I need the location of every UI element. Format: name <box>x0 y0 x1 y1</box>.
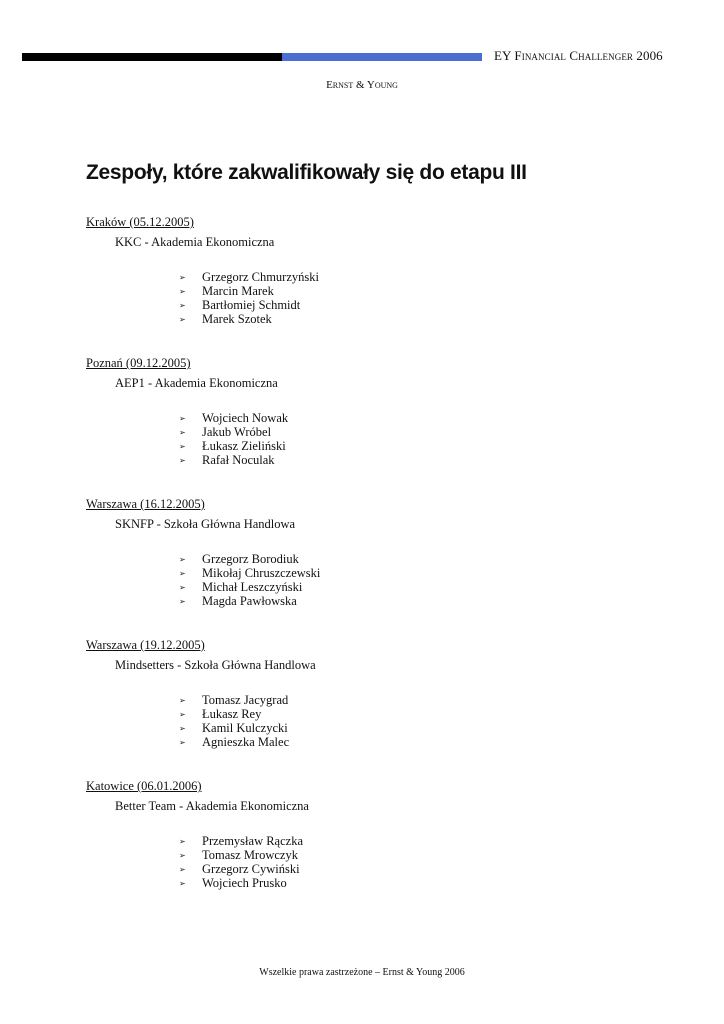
member-item <box>177 566 320 580</box>
qualification-section <box>86 214 319 326</box>
member-name: Bartłomiej Schmidt <box>202 298 301 312</box>
arrow-bullet-icon: ➢ <box>179 583 186 592</box>
team-name: AEP1 - Akademia Ekonomiczna <box>115 376 278 390</box>
member-name: Jakub Wróbel <box>202 425 272 439</box>
member-list <box>177 693 316 749</box>
member-item <box>177 848 309 862</box>
member-item <box>177 270 319 284</box>
member-name: Łukasz Zieliński <box>202 439 286 453</box>
member-item <box>177 693 316 707</box>
page-title: Zespoły, które zakwalifikowały się do etapu III <box>86 161 527 184</box>
team-name: Mindsetters - Szkoła Główna Handlowa <box>115 658 316 672</box>
member-name: Grzegorz Chmurzyński <box>202 270 319 284</box>
section-heading: Poznań (09.12.2005) <box>86 356 191 370</box>
arrow-bullet-icon: ➢ <box>179 724 186 733</box>
member-item <box>177 594 320 608</box>
member-name: Przemysław Rączka <box>202 834 304 848</box>
header-bar-accent <box>282 53 482 61</box>
team-name: SKNFP - Szkoła Główna Handlowa <box>115 517 296 531</box>
company-name: Ernst & Young <box>326 79 398 91</box>
member-list <box>177 411 288 467</box>
arrow-bullet-icon: ➢ <box>179 865 186 874</box>
arrow-bullet-icon: ➢ <box>179 597 186 606</box>
team-name: Better Team - Akademia Ekonomiczna <box>115 799 309 813</box>
arrow-bullet-icon: ➢ <box>179 569 186 578</box>
member-item <box>177 580 320 594</box>
arrow-bullet-icon: ➢ <box>179 301 186 310</box>
member-item <box>177 876 309 890</box>
section-heading: Kraków (05.12.2005) <box>86 215 194 229</box>
arrow-bullet-icon: ➢ <box>179 287 186 296</box>
arrow-bullet-icon: ➢ <box>179 837 186 846</box>
member-name: Tomasz Jacygrad <box>202 693 289 707</box>
arrow-bullet-icon: ➢ <box>179 456 186 465</box>
member-name: Wojciech Prusko <box>202 876 287 890</box>
document-title: EY Financial Challenger 2006 <box>494 48 663 63</box>
member-name: Grzegorz Cywiński <box>202 862 300 876</box>
member-item <box>177 707 316 721</box>
member-item <box>177 552 320 566</box>
section-heading: Katowice (06.01.2006) <box>86 779 202 793</box>
member-name: Magda Pawłowska <box>202 594 297 608</box>
section-heading: Warszawa (16.12.2005) <box>86 497 205 511</box>
member-name: Mikołaj Chruszczewski <box>202 566 321 580</box>
arrow-bullet-icon: ➢ <box>179 555 186 564</box>
qualification-section <box>86 496 320 608</box>
qualification-section <box>86 778 309 890</box>
member-item <box>177 735 316 749</box>
member-name: Łukasz Rey <box>202 707 262 721</box>
member-item <box>177 834 309 848</box>
member-name: Tomasz Mrowczyk <box>202 848 298 862</box>
arrow-bullet-icon: ➢ <box>179 414 186 423</box>
member-item <box>177 284 319 298</box>
member-name: Marek Szotek <box>202 312 272 326</box>
arrow-bullet-icon: ➢ <box>179 428 186 437</box>
member-name: Marcin Marek <box>202 284 274 298</box>
member-item <box>177 312 319 326</box>
member-name: Agnieszka Malec <box>202 735 290 749</box>
section-heading: Warszawa (19.12.2005) <box>86 638 205 652</box>
member-item <box>177 298 319 312</box>
member-list <box>177 270 319 326</box>
member-name: Michał Leszczyński <box>202 580 303 594</box>
member-list <box>177 552 320 608</box>
arrow-bullet-icon: ➢ <box>179 879 186 888</box>
arrow-bullet-icon: ➢ <box>179 273 186 282</box>
arrow-bullet-icon: ➢ <box>179 315 186 324</box>
arrow-bullet-icon: ➢ <box>179 696 186 705</box>
member-name: Grzegorz Borodiuk <box>202 552 299 566</box>
member-item <box>177 721 316 735</box>
arrow-bullet-icon: ➢ <box>179 442 186 451</box>
footer-copyright: Wszelkie prawa zastrzeżone – Ernst & Young 2006 <box>259 967 465 978</box>
arrow-bullet-icon: ➢ <box>179 738 186 747</box>
qualification-section <box>86 355 288 467</box>
member-name: Wojciech Nowak <box>202 411 289 425</box>
team-name: KKC - Akademia Ekonomiczna <box>115 235 275 249</box>
member-item <box>177 439 288 453</box>
qualification-section <box>86 637 316 749</box>
member-name: Kamil Kulczycki <box>202 721 288 735</box>
member-item <box>177 862 309 876</box>
member-item <box>177 425 288 439</box>
arrow-bullet-icon: ➢ <box>179 851 186 860</box>
arrow-bullet-icon: ➢ <box>179 710 186 719</box>
member-name: Rafał Noculak <box>202 453 275 467</box>
member-list <box>177 834 309 890</box>
member-item <box>177 453 288 467</box>
header-bar-dark <box>22 53 282 61</box>
member-item <box>177 411 288 425</box>
